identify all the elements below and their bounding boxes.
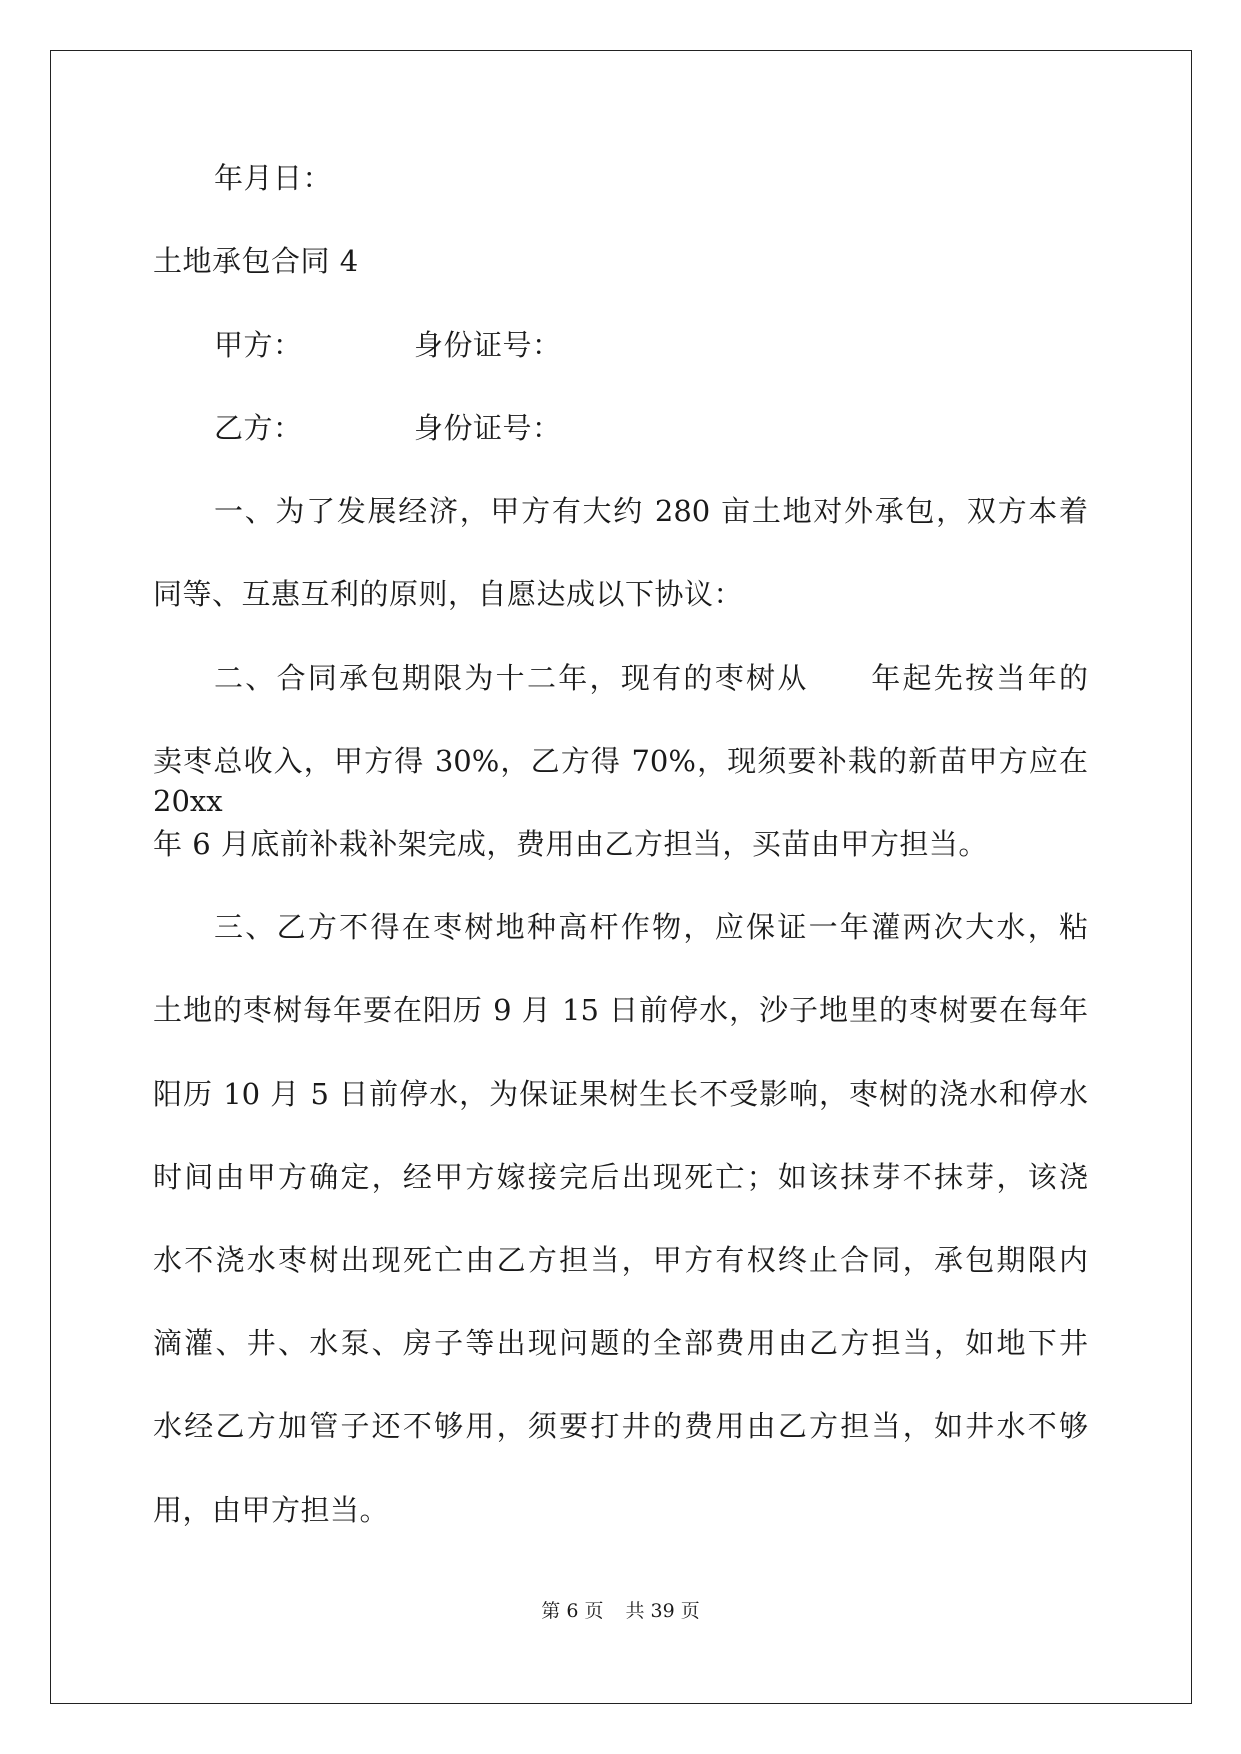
paragraph-3-line-3: 阳历 10 月 5 日前停水，为保证果树生长不受影响，枣树的浇水和停水 [153,1077,1088,1111]
paragraph-3-line-5: 水不浇水枣树出现死亡由乙方担当，甲方有权终止合同，承包期限内 [153,1243,1088,1277]
page-number-total: 共 39 页 [625,1600,700,1622]
paragraph-2-line-2: 卖枣总收入，甲方得 30%，乙方得 70%，现须要补栽的新苗甲方应在 20xx [153,744,1088,818]
party-a-label: 甲方： [214,328,303,362]
page-number-current: 第 6 页 [541,1600,604,1622]
paragraph-1-line-1: 一、为了发展经济，甲方有大约 280 亩土地对外承包，双方本着 [214,494,1088,528]
paragraph-3-line-2: 土地的枣树每年要在阳历 9 月 15 日前停水，沙子地里的枣树要在每年 [153,993,1088,1027]
page-border [50,50,1192,1704]
paragraph-3-line-6: 滴灌、井、水泵、房子等出现问题的全部费用由乙方担当，如地下井 [153,1326,1088,1360]
party-b-id-label: 身份证号： [414,411,562,445]
paragraph-2-line-3: 年 6 月底前补栽补架完成，费用由乙方担当，买苗由甲方担当。 [153,827,988,861]
party-b-label: 乙方： [214,411,303,445]
paragraph-3-line-1: 三、乙方不得在枣树地种高杆作物，应保证一年灌两次大水，粘 [214,910,1088,944]
paragraph-3-line-8: 用，由甲方担当。 [153,1493,390,1527]
paragraph-3-line-4: 时间由甲方确定，经甲方嫁接完后出现死亡；如该抹芽不抹芽，该浇 [153,1160,1088,1194]
party-a-id-label: 身份证号： [414,328,562,362]
date-line: 年月日： [214,161,333,195]
paragraph-2-line-1: 二、合同承包期限为十二年，现有的枣树从 年起先按当年的 [214,661,1088,695]
page-footer [0,1599,1241,1623]
paragraph-1-line-2: 同等、互惠互利的原则，自愿达成以下协议： [153,577,744,611]
contract-title: 土地承包合同 4 [153,244,359,278]
paragraph-3-line-7: 水经乙方加管子还不够用，须要打井的费用由乙方担当，如井水不够 [153,1409,1088,1443]
